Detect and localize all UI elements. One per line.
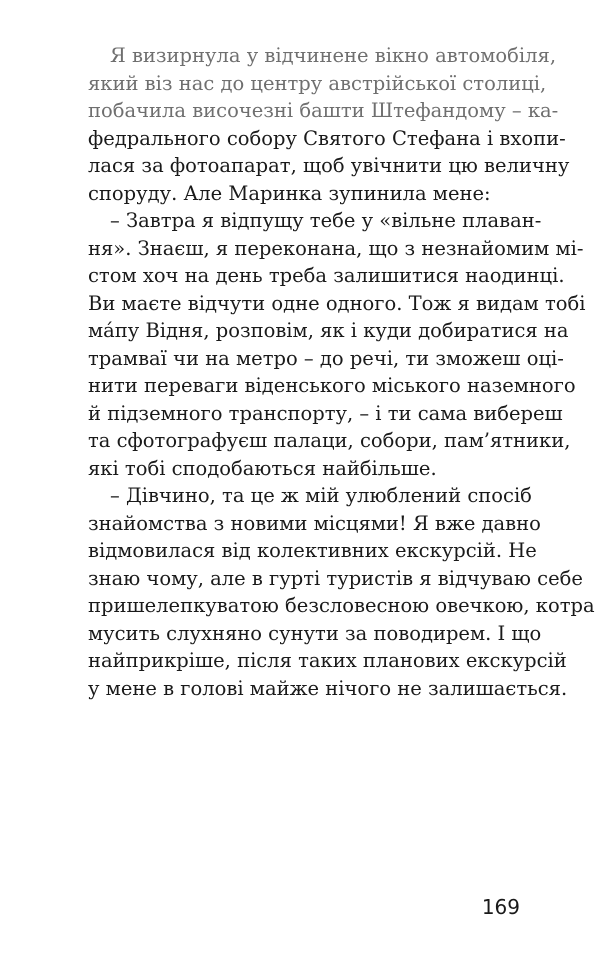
line-text: – Дівчино, та це ж мій улюблений спосіб — [110, 484, 532, 507]
text-line — [88, 42, 557, 70]
text-line: побачила височезні башти Штефандому – ка- — [88, 99, 559, 122]
body-text — [88, 42, 595, 702]
text-line: який віз нас до центру австрійської столиці, — [88, 71, 547, 95]
text-line: споруду. Але Маринка зупинила мене: — [88, 181, 491, 205]
text-line: Ви маєте відчути одне одного. Тож я видам тобі — [88, 291, 586, 315]
text-line: федрального собору Святого Стефана і вхопи- — [88, 126, 566, 150]
text-line: трамваї чи на метро – до речі, ти зможеш оці- — [88, 346, 564, 370]
text-line: ня». Знаєш, я переконана, що з незнайомим мі- — [88, 236, 584, 260]
text-line: відмовилася від колективних екскурсій. Не — [88, 539, 537, 562]
text-line — [88, 207, 542, 235]
text-line: та сфотографуєш палаци, собори, пам’ятники, — [88, 429, 571, 452]
text-line: мусить слухняно сунути за поводирем. І що — [88, 621, 542, 645]
text-line: найприкріше, після таких планових екскурсій — [88, 649, 567, 672]
page-number: 169 — [481, 895, 520, 919]
text-line: знаю чому, але в гурті туристів я відчуваю себе — [88, 566, 583, 590]
text-line: стом хоч на день треба залишитися наодинці. — [88, 264, 565, 287]
text-line: ма́пу Відня, розповім, як і куди добиратися на — [88, 319, 569, 342]
text-line — [88, 482, 532, 510]
text-line: лася за фотоапарат, щоб увічнити цю величну — [88, 154, 570, 177]
line-text: – Завтра я відпущу тебе у «вільне плаван- — [110, 209, 542, 232]
text-line: й підземного транспорту, – і ти сама вибереш — [88, 401, 563, 425]
text-line: нити переваги віденського міського наземного — [88, 374, 576, 397]
paragraph-3 — [88, 482, 595, 702]
text-line: у мене в голові майже нічого не залишається. — [88, 676, 568, 700]
paragraph-1 — [88, 42, 570, 207]
paragraph-2 — [88, 207, 586, 482]
line-text: Я визирнула у відчинене вікно автомобіля, — [110, 44, 557, 67]
text-line: які тобі сподобаються найбільше. — [88, 456, 437, 480]
text-line: пришелепкуватою безсловесною овечкою, котра — [88, 594, 595, 617]
text-line: знайомства з новими місцями! Я вже давно — [88, 511, 541, 535]
